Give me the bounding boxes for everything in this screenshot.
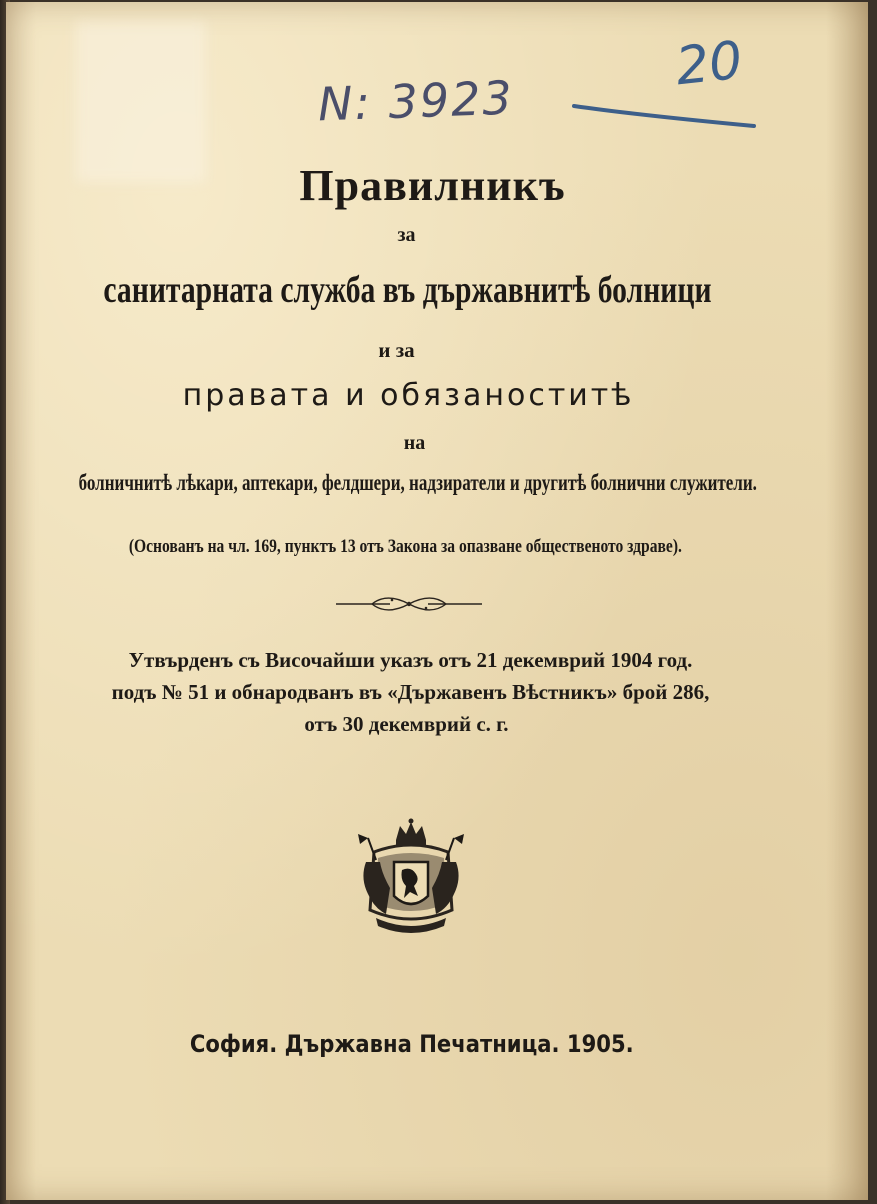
approval-line-3: отъ 30 декемврий с. г.: [304, 712, 509, 736]
covered-personnel: болничнитѣ лѣкари, аптекари, фелдшери, надзиратели и другитѣ болнични служители.: [78, 470, 757, 495]
approval-line-2: подъ № 51 и обнародванъ въ «Държавенъ Вѣстникъ» брой 286,: [111, 680, 710, 704]
title-connector-i-za: и за: [378, 338, 415, 362]
blue-pencil-underline: [570, 96, 760, 136]
coat-of-arms-icon: [356, 818, 466, 938]
rights-and-duties-heading: правата и обязаноститѣ: [182, 378, 635, 413]
paper-stain: [76, 22, 206, 182]
document-title: Правилникъ: [299, 161, 566, 210]
divider-ornament-icon: [336, 594, 482, 614]
title-connector-za: за: [397, 224, 416, 246]
approval-line-1: Утвърденъ съ Височайши указъ отъ 21 декемврий 1904 год.: [128, 648, 693, 672]
imprint: София. Държавна Печатница. 1905.: [189, 1030, 634, 1058]
legal-basis: (Основанъ на чл. 169, пунктъ 13 отъ Закона за опазване общественото здраве).: [128, 536, 682, 557]
shelf-mark: 20: [673, 30, 746, 98]
catalog-number: N: 3923: [317, 70, 515, 132]
document-subtitle: санитарната служба въ държавнитѣ болници: [103, 269, 712, 311]
title-connector-na: на: [403, 432, 426, 454]
